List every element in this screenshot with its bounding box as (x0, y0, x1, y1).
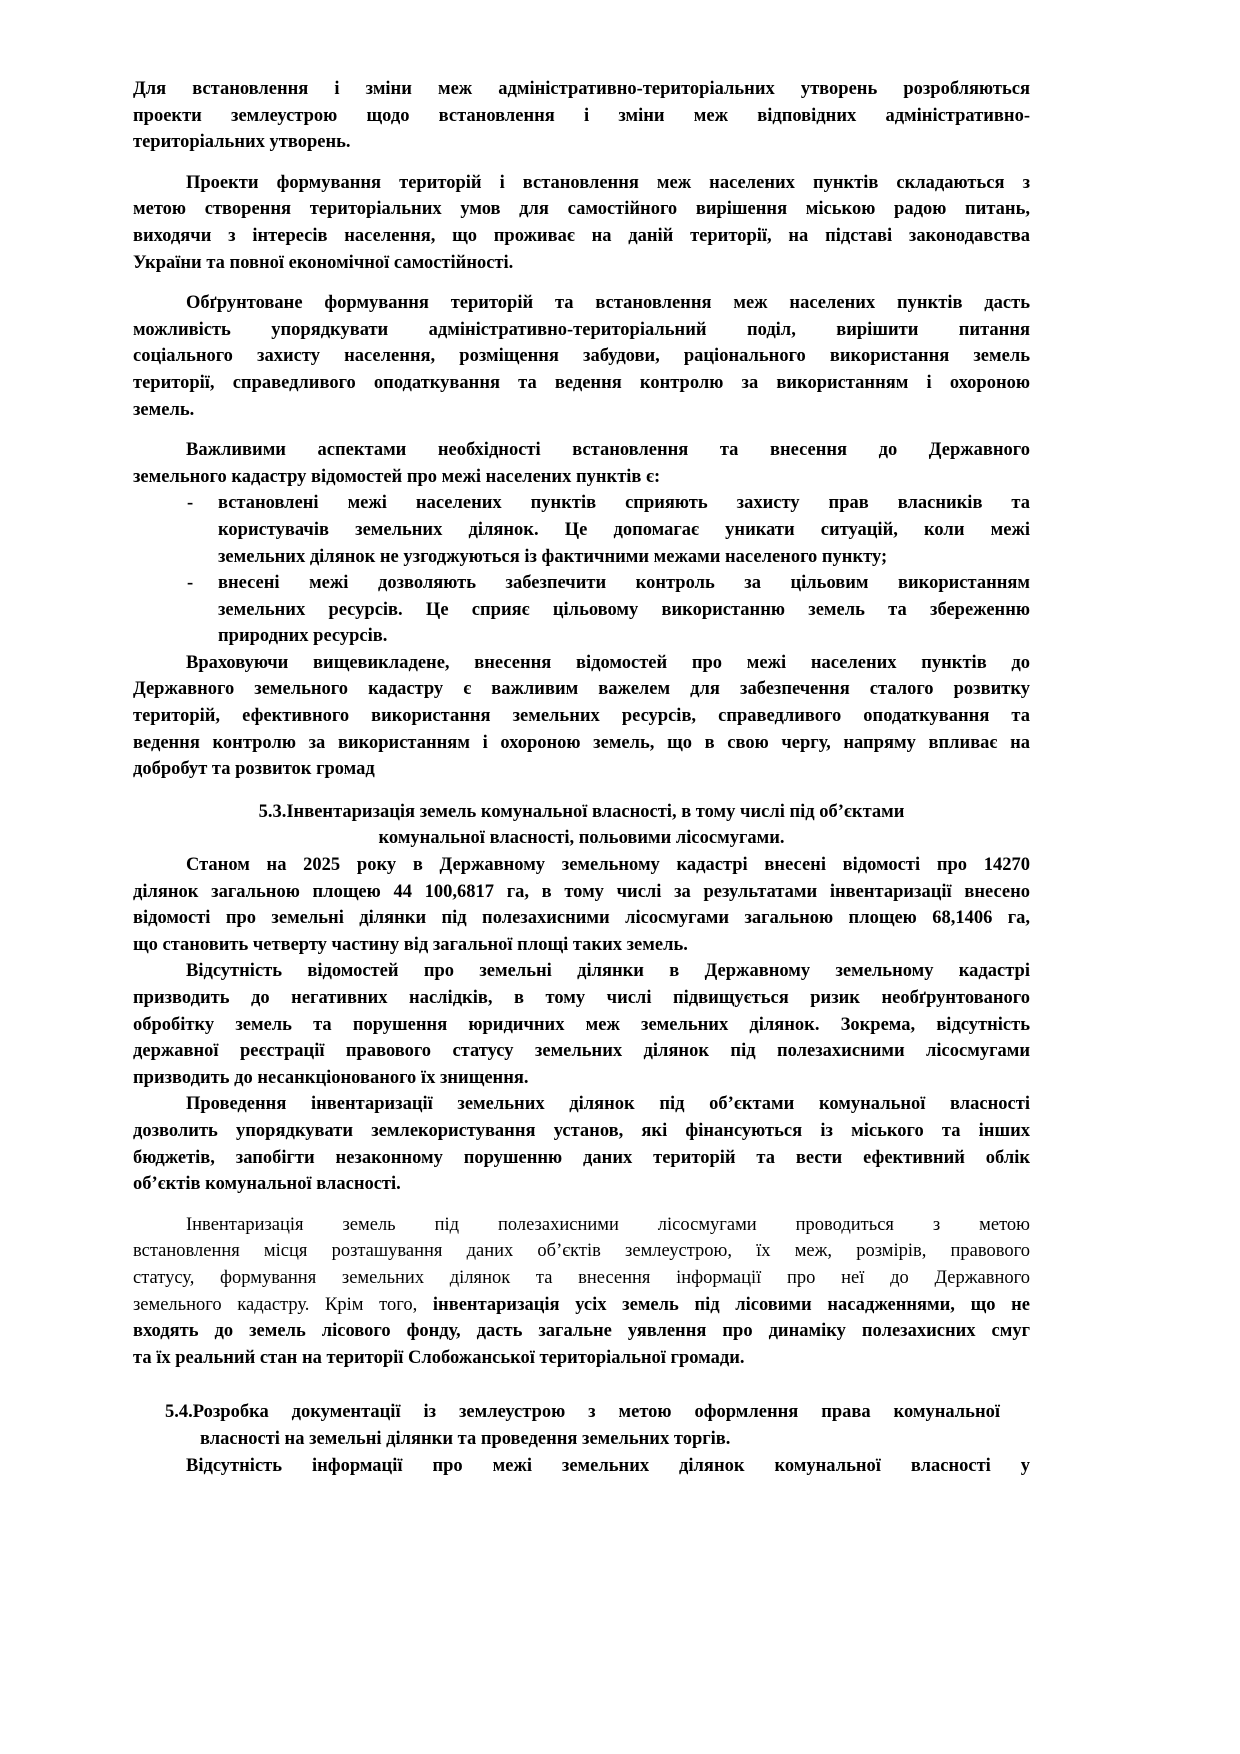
text-segment: та їх реальний стан на території Слобожанської територіальної громади. (133, 1347, 745, 1368)
text-line: України та повної економічної самостійності. (133, 252, 514, 273)
text-line: Проекти формування територій і встановлення меж населених пунктів складаються з (186, 172, 1030, 193)
text-line: соціального захисту населення, розміщення забудови, раціонального використання земель (133, 346, 1030, 367)
list-bullet-dash: - (187, 493, 194, 514)
text-line: Важливими аспектами необхідності встановлення та внесення до Державного (186, 440, 1030, 461)
text-line: користувачів земельних ділянок. Це допомагає уникати ситуацій, коли межі (218, 519, 1030, 540)
section-heading-5-4 (133, 1399, 1030, 1452)
text-line: Для встановлення і зміни меж адміністративно-територіальних утворень розробляються (133, 79, 1030, 99)
text-segment: статусу, формування земельних ділянок та внесення інформації про неї до Державного (133, 1267, 1030, 1288)
text-line: ділянок загальною площею 44 100,6817 га, в тому числі за результатами інвентаризації внесено (133, 881, 1030, 902)
text-line: встановлені межі населених пунктів сприяють захисту прав власників та (218, 493, 1030, 514)
text-line: дозволить упорядкувати землекористування установ, які фінансуються із міського та інших (133, 1120, 1030, 1141)
text-line: виходячи з інтересів населення, що проживає на даній території, на підставі законодавства (133, 225, 1030, 246)
text-line: відомості про земельні ділянки під полезахисними лісосмугами загальною площею 68,1406 га, (133, 908, 1030, 929)
text-line: Відсутність інформації про межі земельних ділянок комунальної власності у (186, 1455, 1030, 1476)
paragraph (133, 170, 1030, 276)
text-line: Державного земельного кадастру є важливим важелем для забезпечення сталого розвитку (133, 679, 1030, 700)
paragraph (133, 1091, 1030, 1197)
text-line: Обґрунтоване формування територій та встановлення меж населених пунктів дасть (186, 293, 1030, 314)
text-line: Проведення інвентаризації земельних ділянок під об’єктами комунальної власності (186, 1094, 1030, 1115)
text-line: території, справедливого оподаткування та ведення контролю за використанням і охороною (133, 372, 1030, 393)
text-segment: встановлення місця розташування даних об’єктів землеустрою, їх меж, розмірів, правового (133, 1241, 1030, 1262)
list-item (133, 570, 1030, 650)
text-segment: входять до земель лісового фонду, дасть загальне уявлення про динаміку полезахисних смуг (133, 1321, 1030, 1342)
text-line: власності на земельні ділянки та проведення земельних торгів. (200, 1428, 731, 1449)
text-line: що становить четверту частину від загальної площі таких земель. (133, 934, 688, 955)
text-line: земельного кадастру відомостей про межі населених пунктів є: (133, 466, 661, 487)
text-segment: Інвентаризація земель під полезахисними лісосмугами проводиться з метою (186, 1214, 1030, 1235)
text-line: Відсутність відомостей про земельні ділянки в Державному земельному кадастрі (186, 961, 1030, 982)
section-heading-5-3 (133, 799, 1030, 852)
text-line: внесені межі дозволяють забезпечити контроль за цільовим використанням (218, 573, 1030, 594)
text-line: добробут та розвиток громад (133, 759, 375, 780)
paragraph (133, 1453, 1030, 1480)
text-line: метою створення територіальних умов для самостійного вирішення міською радою питань, (133, 199, 1030, 220)
text-line (133, 1318, 1030, 1345)
text-line: земель. (133, 399, 195, 420)
paragraph (133, 437, 1030, 490)
text-line (133, 1292, 1030, 1319)
paragraph (133, 76, 1030, 156)
text-line: територіальних утворень. (133, 132, 351, 153)
text-line (133, 1345, 1030, 1372)
paragraph (133, 650, 1030, 783)
text-segment: земельного кадастру. Крім того, (133, 1294, 433, 1315)
paragraph (133, 852, 1030, 958)
text-line: державної реєстрації правового статусу земельних ділянок під полезахисними лісосмугами (133, 1041, 1030, 1062)
document-page (133, 76, 1030, 1493)
text-line: бюджетів, запобігти незаконному порушенню даних територій та вести ефективний облік (133, 1147, 1030, 1168)
text-line: земельних ресурсів. Це сприяє цільовому використанню земель та збереженню (218, 599, 1030, 620)
text-line: природних ресурсів. (218, 626, 388, 647)
text-line (133, 1238, 1030, 1265)
text-line: земельних ділянок не узгоджуються із фактичними межами населеного пункту; (218, 546, 888, 567)
text-line: Враховуючи вищевикладене, внесення відомостей про межі населених пунктів до (186, 652, 1030, 673)
text-line: об’єктів комунальної власності. (133, 1174, 401, 1195)
text-line: 5.3.Інвентаризація земель комунальної власності, в тому числі під об’єктами (258, 801, 905, 822)
paragraph (133, 958, 1030, 1091)
text-line: ведення контролю за використанням і охороною земель, що в свою чергу, напряму впливає на (133, 732, 1030, 753)
text-line: призводить до негативних наслідків, в тому числі підвищується ризик необґрунтованого (133, 988, 1030, 1008)
paragraph (133, 1212, 1030, 1372)
list-bullet-dash: - (187, 573, 194, 594)
text-line: територій, ефективного використання земельних ресурсів, справедливого оподаткування та (133, 706, 1030, 727)
text-segment: інвентаризація усіх земель під лісовими насадженнями, що не (432, 1294, 1030, 1315)
text-line (133, 1212, 1030, 1239)
paragraph (133, 290, 1030, 423)
text-line: обробітку земель та порушення юридичних меж земельних ділянок. Зокрема, відсутність (133, 1014, 1030, 1035)
text-line (133, 1265, 1030, 1292)
text-line: комунальної власності, польовими лісосмугами. (378, 828, 785, 849)
text-line: призводить до несанкціонованого їх знищення. (133, 1067, 529, 1088)
text-line: проекти землеустрою щодо встановлення і зміни меж відповідних адміністративно- (133, 105, 1030, 126)
list-item (133, 490, 1030, 570)
text-line: Станом на 2025 року в Державному земельному кадастрі внесені відомості про 14270 (186, 855, 1030, 876)
text-line: можливість упорядкувати адміністративно-територіальний поділ, вирішити питання (133, 319, 1030, 340)
text-line: 5.4.Розробка документації із землеустрою з метою оформлення права комунальної (165, 1402, 1000, 1423)
